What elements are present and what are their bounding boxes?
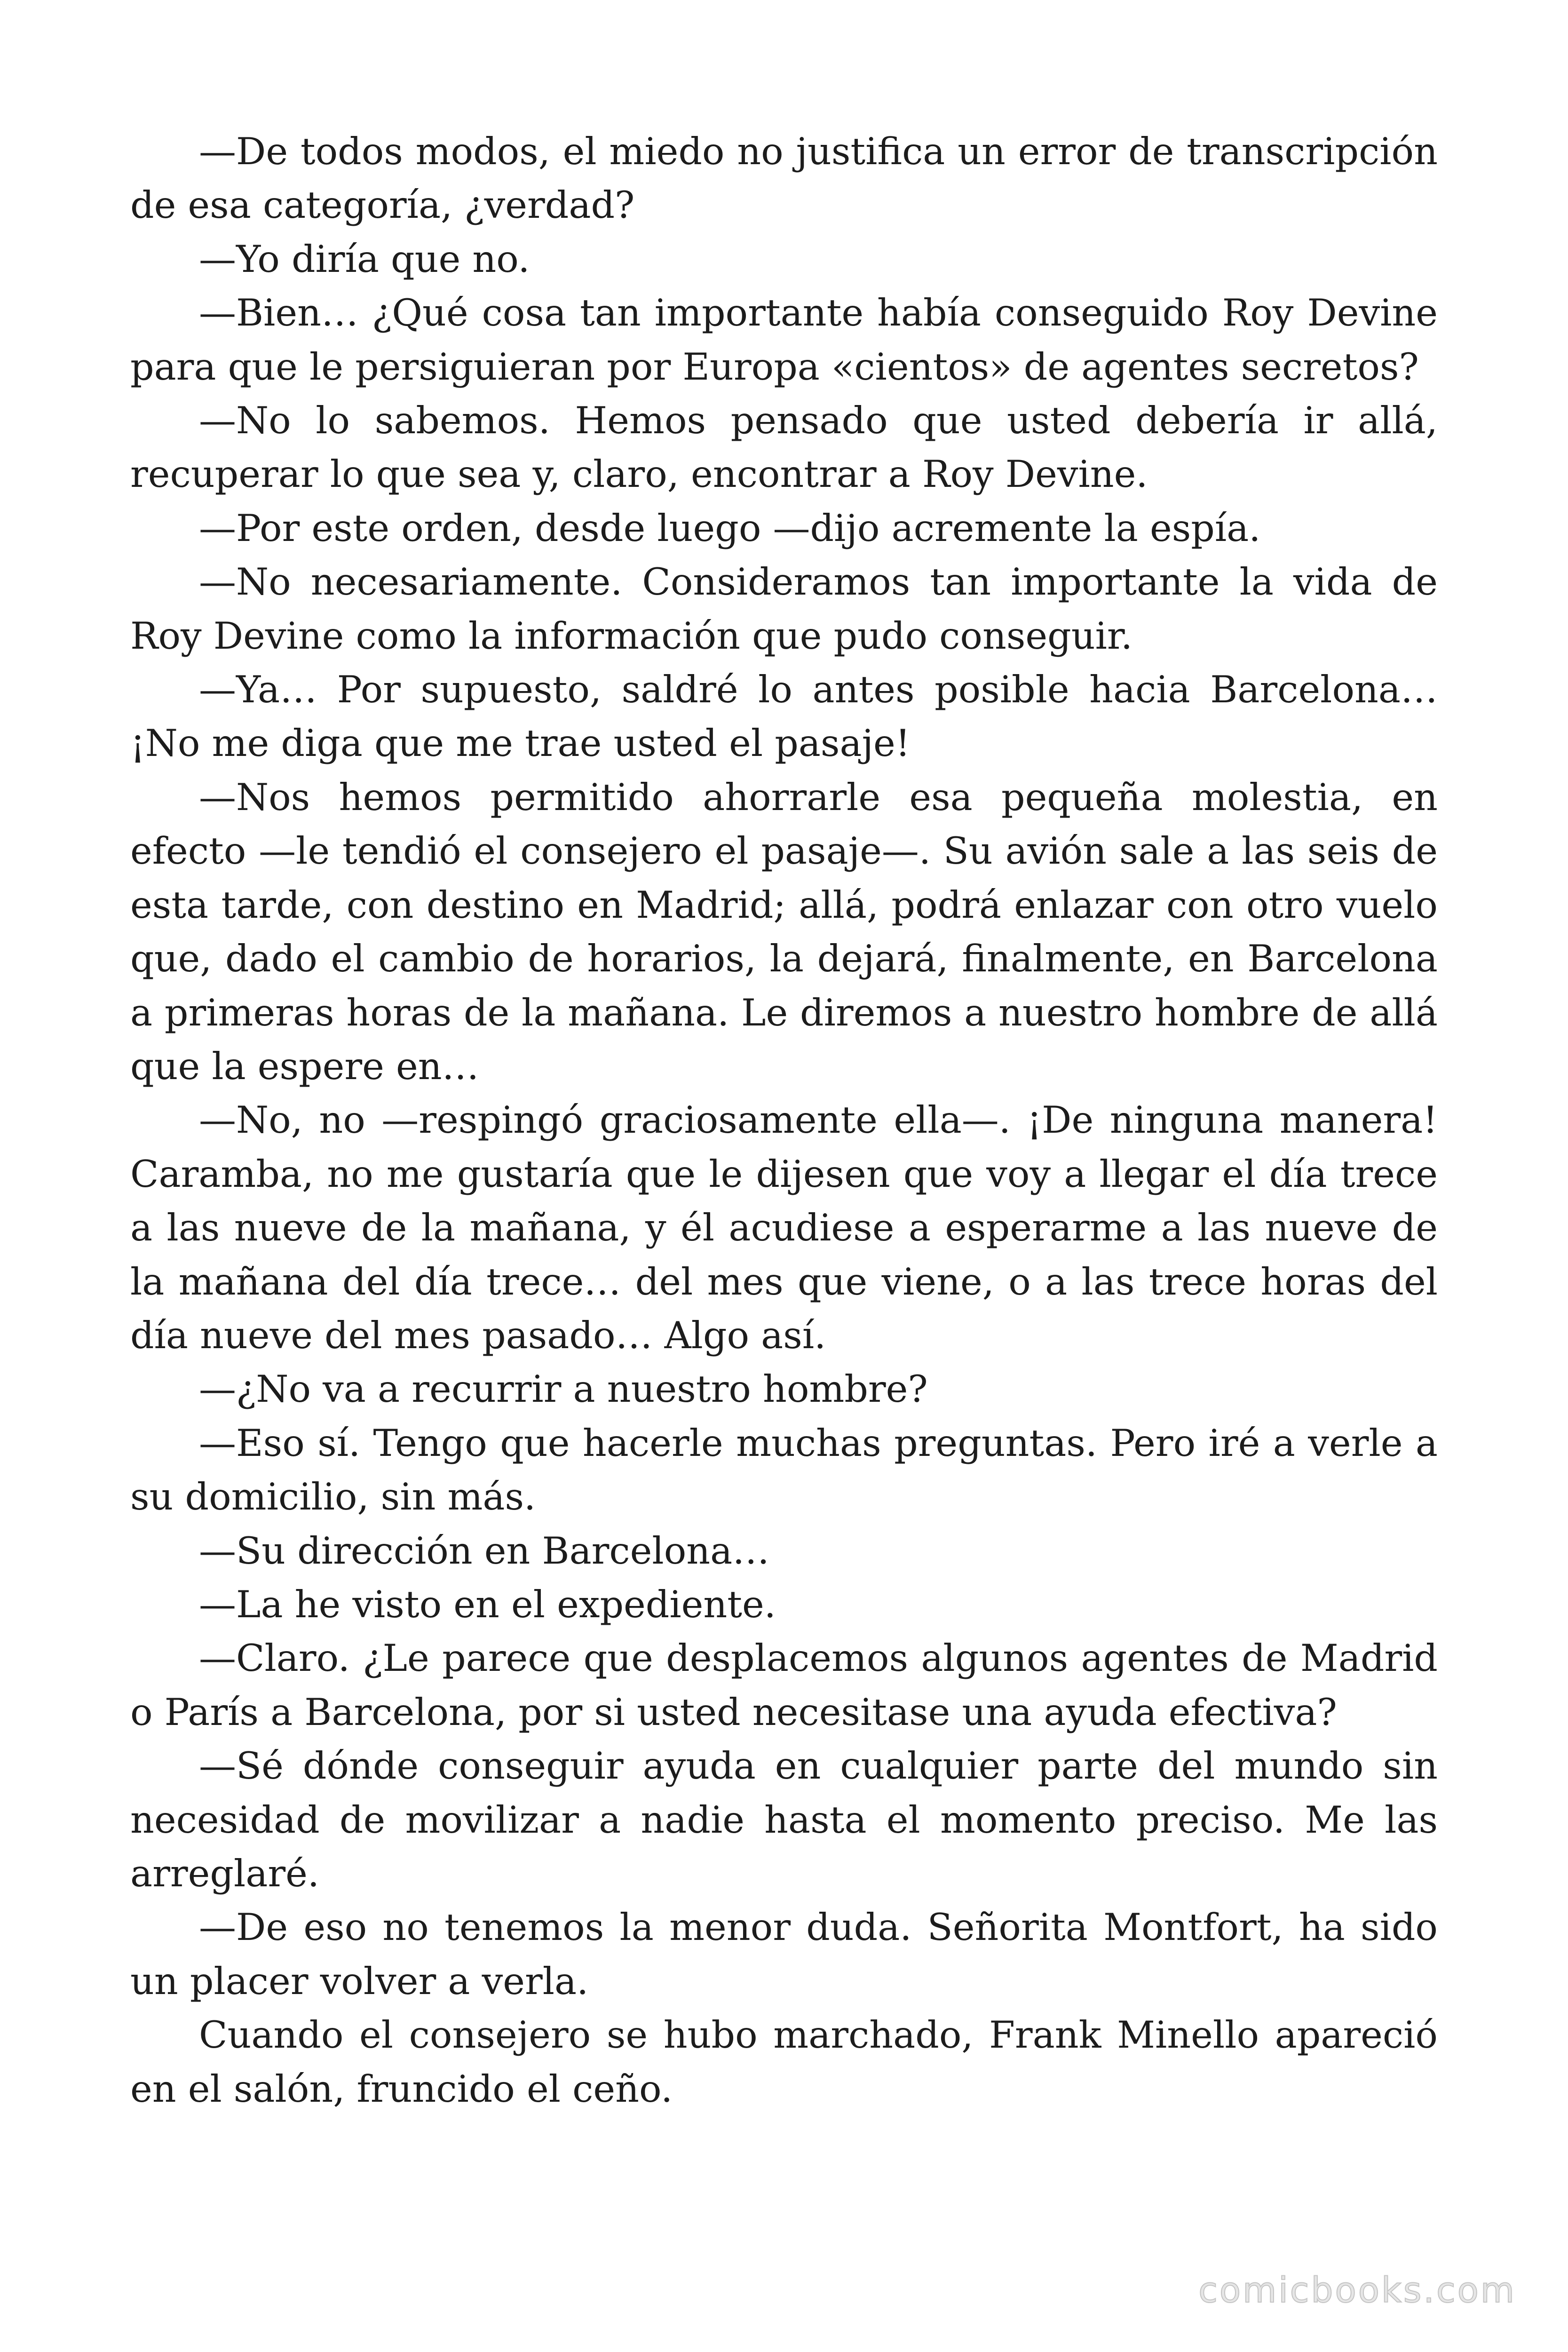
paragraph: —¿No va a recurrir a nuestro hombre? (199, 1367, 928, 1411)
paragraph: —Claro. ¿Le parece que desplacemos algunos agentes de Madrid o París a Barcelona, por si usted necesitase una ayuda efectiva? (130, 1637, 1438, 1734)
paragraph: —No lo sabemos. Hemos pensado que usted debería ir allá, recuperar lo que sea y, claro, encontrar a Roy Devine. (130, 399, 1438, 496)
paragraph: —No necesariamente. Consideramos tan importante la vida de Roy Devine como la información que pudo conseguir. (130, 560, 1438, 658)
paragraph: —Nos hemos permitido ahorrarle esa pequeña molestia, en efecto —le tendió el consejero el pasaje—. Su avión sale a las seis de esta tarde, con destino en Madrid; allá, podrá enlazar con otro vuelo que, dado el cambio de horarios, la dejará, finalmente, en Barcelona a primeras horas de la mañana. Le diremos a nuestro hombre de allá que la espere en… (130, 775, 1438, 1088)
paragraph: —Yo diría que no. (199, 237, 530, 281)
watermark: comicbooks.com (1198, 2270, 1516, 2311)
paragraph: —Ya… Por supuesto, saldré lo antes posible hacia Barcelona… ¡No me diga que me trae usted el pasaje! (130, 668, 1438, 765)
paragraph: —Por este orden, desde luego —dijo acremente la espía. (199, 506, 1261, 550)
paragraph: —Eso sí. Tengo que hacerle muchas preguntas. Pero iré a verle a su domicilio, sin más. (130, 1421, 1438, 1519)
paragraph: Cuando el consejero se hubo marchado, Frank Minello apareció en el salón, fruncido el ceño. (130, 2013, 1438, 2111)
paragraph: —Sé dónde conseguir ayuda en cualquier parte del mundo sin necesidad de movilizar a nadie hasta el momento preciso. Me las arreglaré. (130, 1744, 1438, 1895)
paragraph: —De eso no tenemos la menor duda. Señorita Montfort, ha sido un placer volver a verla. (130, 1906, 1438, 2003)
paragraph: —Su dirección en Barcelona… (199, 1529, 770, 1573)
paragraph: —La he visto en el expediente. (199, 1582, 776, 1626)
paragraph: —Bien… ¿Qué cosa tan importante había conseguido Roy Devine para que le persiguieran por Europa «cientos» de agentes secretos? (130, 291, 1438, 389)
body-text (130, 125, 1438, 2116)
paragraph: —No, no —respingó graciosamente ella—. ¡De ninguna manera! Caramba, no me gustaría que le dijesen que voy a llegar el día trece a las nueve de la mañana, y él acudiese a esperarme a las nueve de la mañana del día trece… del mes que viene, o a las trece horas del día nueve del mes pasado… Algo así. (130, 1098, 1438, 1357)
paragraph: —De todos modos, el miedo no justifica un error de transcripción de esa categoría, ¿verdad? (130, 130, 1438, 227)
